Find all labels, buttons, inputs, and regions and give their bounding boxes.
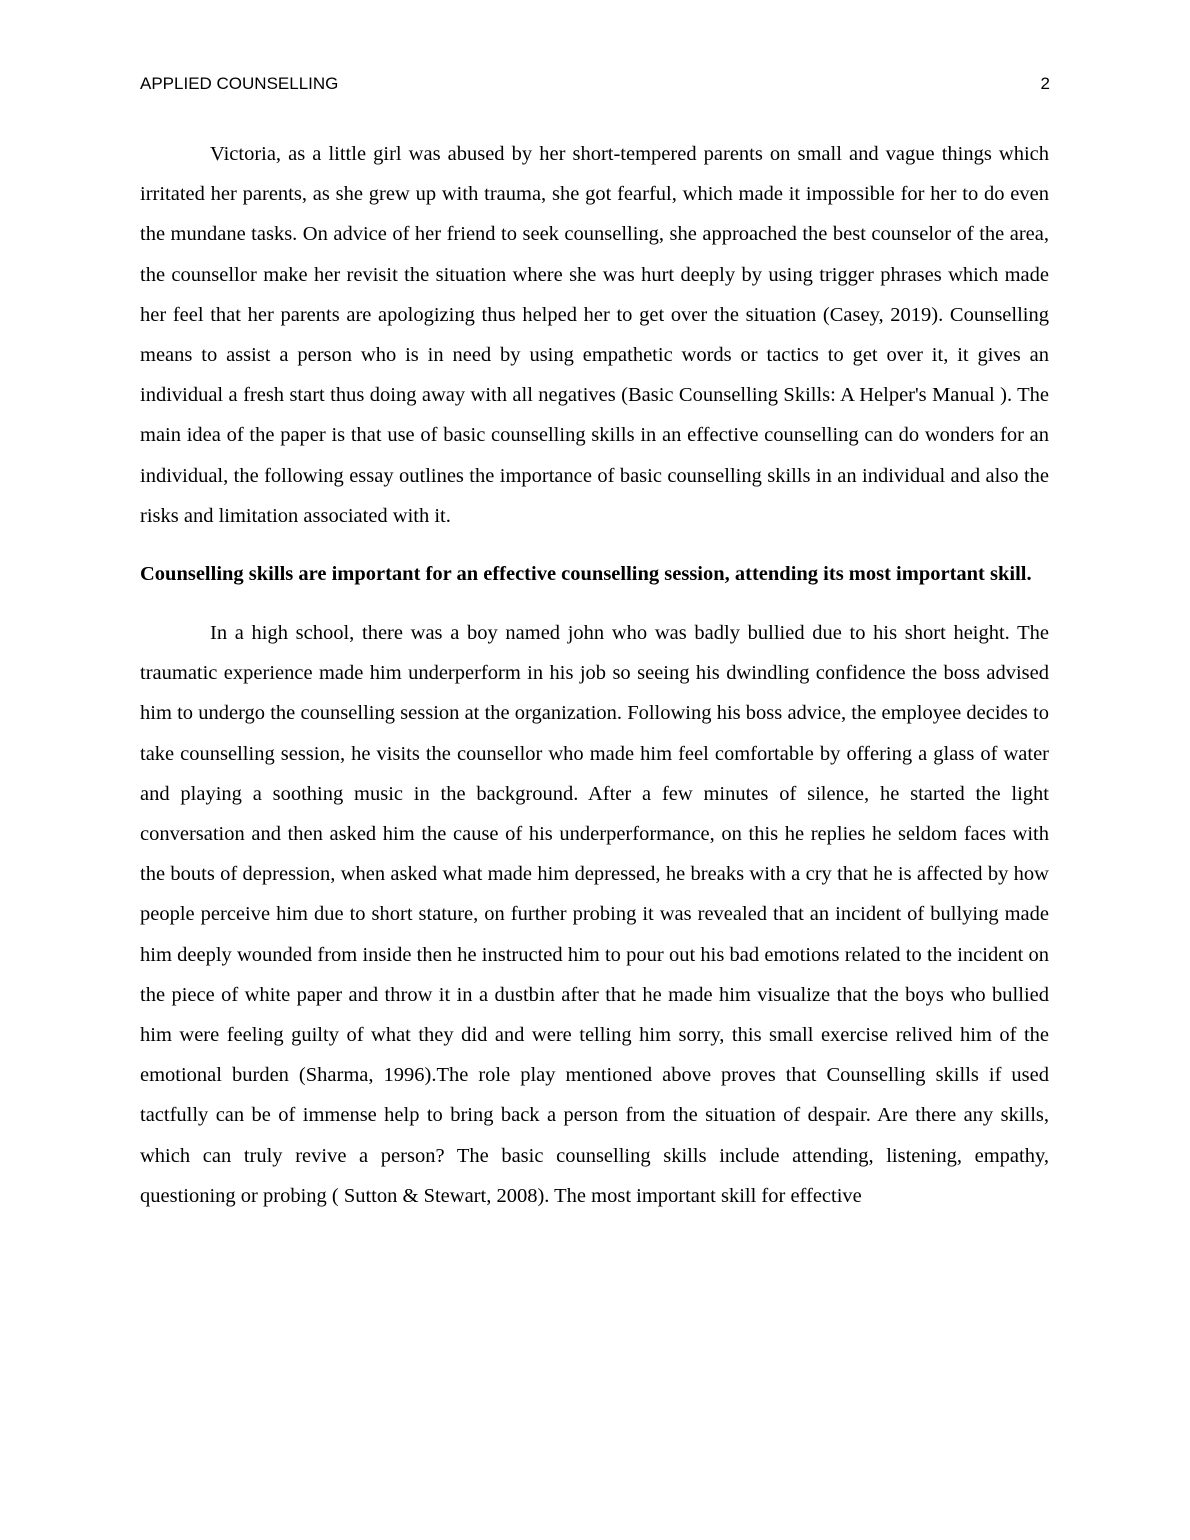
document-body [140,134,1049,1216]
running-title: APPLIED COUNSELLING [140,74,339,93]
page-number: 2 [1040,74,1050,93]
section-heading: Counselling skills are important for an effective counselling session, attending its most important skill. [140,563,1032,586]
running-header [140,72,1050,96]
body-paragraph: In a high school, there was a boy named john who was badly bullied due to his short height. The traumatic experience made him underperform in his job so seeing his dwindling confidence the boss advised him to undergo the counselling session at the organization. Following his boss advice, the employee decides to take counselling session, he visits the counsellor who made him feel comfortable by offering a glass of water and playing a soothing music in the background. After a few minutes of silence, he started the light conversation and then asked him the cause of his underperformance, on this he replies he seldom faces with the bouts of depression, when asked what made him depressed, he breaks with a cry that he is affected by how people perceive him due to short stature, on further probing it was revealed that an incident of bullying made him deeply wounded from inside then he instructed him to pour out his bad emotions related to the incident on the piece of white paper and throw it in a dustbin after that he made him visualize that the boys who bullied him were feeling guilty of what they did and were telling him sorry, this small exercise relived him of the emotional burden (Sharma, 1996).The role play mentioned above proves that Counselling skills if used tactfully can be of immense help to bring back a person from the situation of despair. Are there any skills, which can truly revive a person? The basic counselling skills include attending, listening, empathy, questioning or probing ( Sutton & Stewart, 2008). The most important skill for effective [140,622,1049,1207]
intro-paragraph: Victoria, as a little girl was abused by her short-tempered parents on small and vague things which irritated her parents, as she grew up with trauma, she got fearful, which made it impossible for her to do even the mundane tasks. On advice of her friend to seek counselling, she approached the best counselor of the area, the counsellor make her revisit the situation where she was hurt deeply by using trigger phrases which made her feel that her parents are apologizing thus helped her to get over the situation (Casey, 2019). Counselling means to assist a person who is in need by using empathetic words or tactics to get over it, it gives an individual a fresh start thus doing away with all negatives (Basic Counselling Skills: A Helper's Manual ). The main idea of the paper is that use of basic counselling skills in an effective counselling can do wonders for an individual, the following essay outlines the importance of basic counselling skills in an individual and also the risks and limitation associated with it. [140,143,1049,527]
